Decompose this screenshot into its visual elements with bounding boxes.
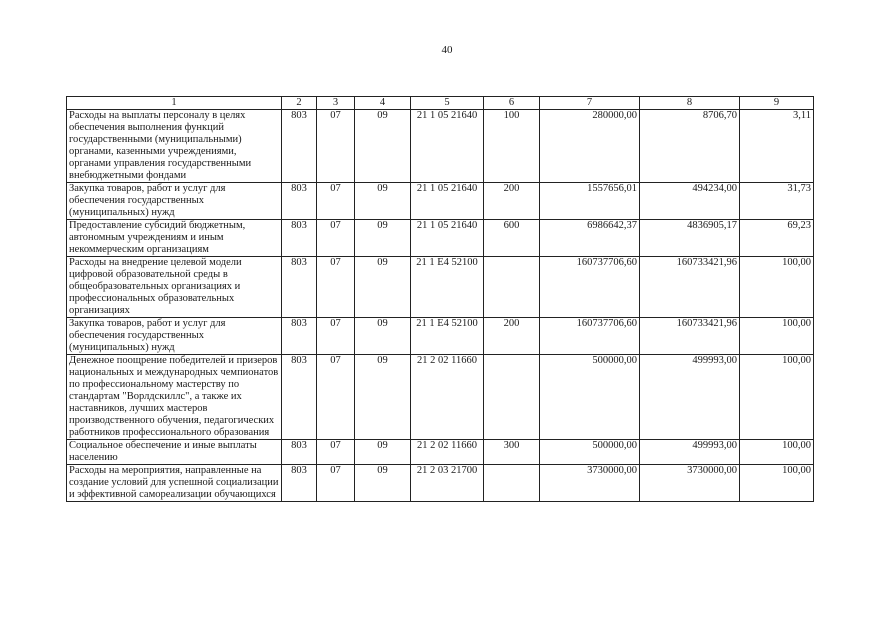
expense-type-code: 600: [484, 220, 540, 257]
subsection-code: 09: [355, 440, 411, 465]
expense-name: Расходы на мероприятия, направленные на создание условий для успешной социализации и эффективной самореализации обучающихся: [67, 465, 282, 502]
executed-amount: 8706,70: [640, 110, 740, 183]
executed-amount: 499993,00: [640, 440, 740, 465]
expense-type-code: [484, 465, 540, 502]
subsection-code: 09: [355, 183, 411, 220]
col-header-7: 7: [540, 97, 640, 110]
section-code: 07: [317, 465, 355, 502]
execution-percent: 31,73: [740, 183, 814, 220]
target-article-code: 21 1 05 21640: [411, 220, 484, 257]
executed-amount: 160733421,96: [640, 318, 740, 355]
department-code: 803: [282, 110, 317, 183]
col-header-4: 4: [355, 97, 411, 110]
col-header-3: 3: [317, 97, 355, 110]
subsection-code: 09: [355, 318, 411, 355]
department-code: 803: [282, 183, 317, 220]
execution-percent: 100,00: [740, 440, 814, 465]
subsection-code: 09: [355, 220, 411, 257]
execution-percent: 100,00: [740, 318, 814, 355]
planned-amount: 500000,00: [540, 355, 640, 440]
col-header-9: 9: [740, 97, 814, 110]
executed-amount: 160733421,96: [640, 257, 740, 318]
subsection-code: 09: [355, 355, 411, 440]
section-code: 07: [317, 220, 355, 257]
col-header-6: 6: [484, 97, 540, 110]
expense-name: Закупка товаров, работ и услуг для обеспечения государственных (муниципальных) нужд: [67, 318, 282, 355]
col-header-5: 5: [411, 97, 484, 110]
section-code: 07: [317, 110, 355, 183]
subsection-code: 09: [355, 257, 411, 318]
expense-name: Денежное поощрение победителей и призеров национальных и международных чемпионатов по профессиональному мастерству по стандартам "Ворлдскиллс", а также их наставников, лучших мастеров производственного обучения, педагогических работников профессионального образования: [67, 355, 282, 440]
executed-amount: 499993,00: [640, 355, 740, 440]
expense-type-code: 300: [484, 440, 540, 465]
table-row: [67, 440, 814, 465]
section-code: 07: [317, 355, 355, 440]
execution-percent: 3,11: [740, 110, 814, 183]
department-code: 803: [282, 220, 317, 257]
department-code: 803: [282, 440, 317, 465]
execution-percent: 69,23: [740, 220, 814, 257]
table-row: [67, 257, 814, 318]
executed-amount: 494234,00: [640, 183, 740, 220]
section-code: 07: [317, 318, 355, 355]
table-row: [67, 220, 814, 257]
expense-name: Расходы на внедрение целевой модели цифровой образовательной среды в общеобразовательных организациях и профессиональных образовательных организациях: [67, 257, 282, 318]
target-article-code: 21 2 02 11660: [411, 355, 484, 440]
executed-amount: 3730000,00: [640, 465, 740, 502]
expense-name: Расходы на выплаты персоналу в целях обеспечения выполнения функций государственными (муниципальными) органами, казенными учреждениями, органами управления государственными внебюджетными фондами: [67, 110, 282, 183]
table-row: [67, 110, 814, 183]
planned-amount: 500000,00: [540, 440, 640, 465]
expense-type-code: [484, 355, 540, 440]
col-header-8: 8: [640, 97, 740, 110]
planned-amount: 160737706,60: [540, 257, 640, 318]
planned-amount: 3730000,00: [540, 465, 640, 502]
department-code: 803: [282, 355, 317, 440]
execution-percent: 100,00: [740, 257, 814, 318]
col-header-1: 1: [67, 97, 282, 110]
table-row: [67, 355, 814, 440]
subsection-code: 09: [355, 465, 411, 502]
subsection-code: 09: [355, 110, 411, 183]
target-article-code: 21 1 05 21640: [411, 183, 484, 220]
department-code: 803: [282, 465, 317, 502]
department-code: 803: [282, 257, 317, 318]
page-number: 40: [441, 44, 453, 56]
department-code: 803: [282, 318, 317, 355]
budget-table: [66, 96, 814, 502]
expense-type-code: 200: [484, 183, 540, 220]
section-code: 07: [317, 440, 355, 465]
section-code: 07: [317, 183, 355, 220]
planned-amount: 160737706,60: [540, 318, 640, 355]
target-article-code: 21 2 03 21700: [411, 465, 484, 502]
expense-type-code: [484, 257, 540, 318]
expense-name: Предоставление субсидий бюджетным, автономным учреждениям и иным некоммерческим организациям: [67, 220, 282, 257]
header-row: [67, 97, 814, 110]
target-article-code: 21 2 02 11660: [411, 440, 484, 465]
planned-amount: 1557656,01: [540, 183, 640, 220]
target-article-code: 21 1 05 21640: [411, 110, 484, 183]
executed-amount: 4836905,17: [640, 220, 740, 257]
expense-type-code: 100: [484, 110, 540, 183]
planned-amount: 280000,00: [540, 110, 640, 183]
expense-name: Социальное обеспечение и иные выплаты населению: [67, 440, 282, 465]
target-article-code: 21 1 E4 52100: [411, 318, 484, 355]
table-row: [67, 183, 814, 220]
target-article-code: 21 1 E4 52100: [411, 257, 484, 318]
execution-percent: 100,00: [740, 465, 814, 502]
execution-percent: 100,00: [740, 355, 814, 440]
expense-name: Закупка товаров, работ и услуг для обеспечения государственных (муниципальных) нужд: [67, 183, 282, 220]
col-header-2: 2: [282, 97, 317, 110]
planned-amount: 6986642,37: [540, 220, 640, 257]
table-row: [67, 318, 814, 355]
expense-type-code: 200: [484, 318, 540, 355]
table-row: [67, 465, 814, 502]
section-code: 07: [317, 257, 355, 318]
